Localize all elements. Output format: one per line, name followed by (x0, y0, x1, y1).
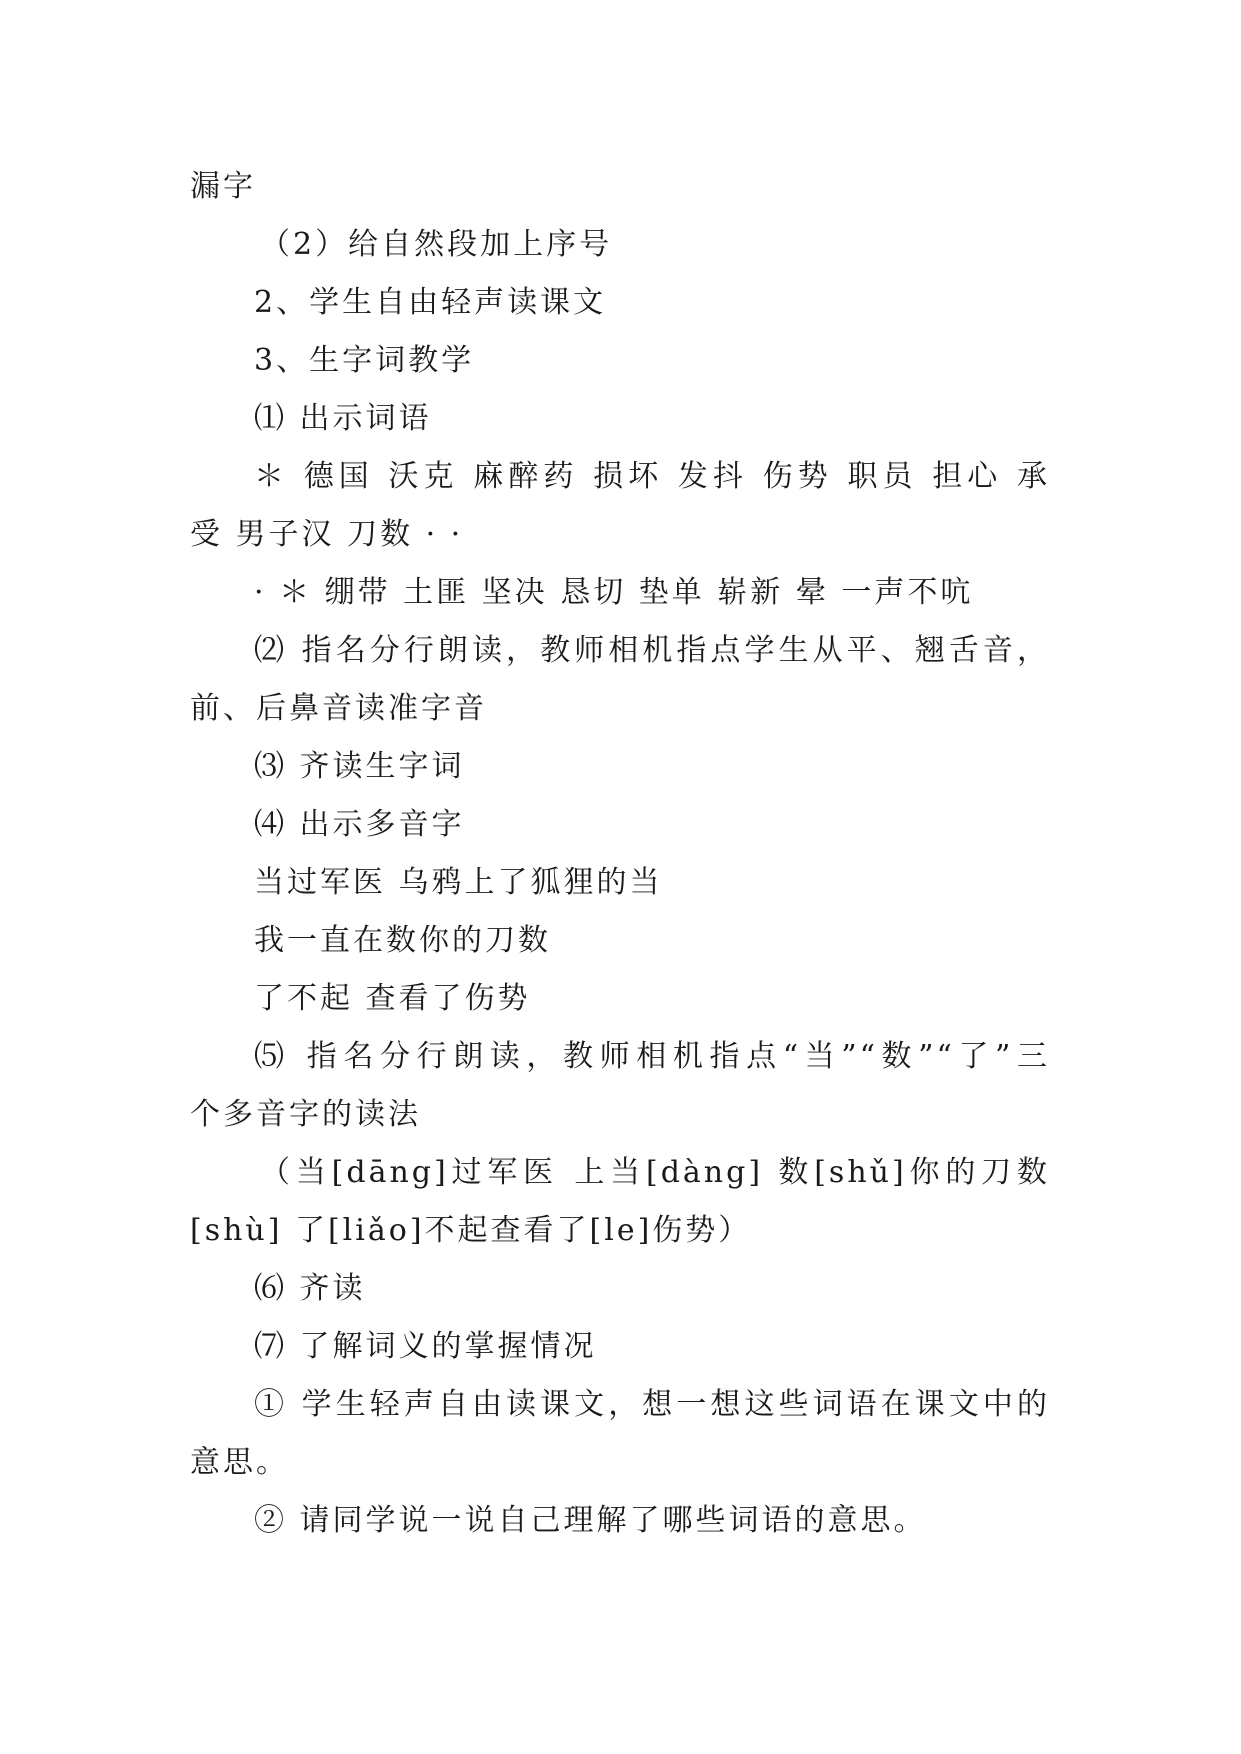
text-line: 我一直在数你的刀数 (254, 923, 551, 958)
text-line: ＊ 德国 沃克 麻醉药 损坏 发抖 伤势 职员 担心 承 (254, 459, 1050, 494)
text-line: ⑸ 指名分行朗读，教师相机指点“当”“数”“了”三 (254, 1039, 1050, 1074)
document-body (190, 158, 1050, 1550)
text-line: 漏字 (190, 169, 256, 204)
text-line: ⑷ 出示多音字 (254, 807, 465, 842)
text-line: ⑺ 了解词义的掌握情况 (254, 1329, 597, 1364)
text-line: 2、学生自由轻声读课文 (254, 285, 607, 320)
text-line: 意思。 (190, 1445, 289, 1480)
text-line: （当[dāng]过军医 上当[dàng] 数[shǔ]你的刀数 (260, 1155, 1050, 1190)
text-line: ⑶ 齐读生字词 (254, 749, 465, 784)
text-line: 了不起 查看了伤势 (254, 981, 531, 1016)
text-line: · ＊ 绷带 土匪 坚决 恳切 垫单 崭新 晕 一声不吭 (254, 575, 974, 610)
text-line: 前、后鼻音读准字音 (190, 691, 487, 726)
text-line: ⑴ 出示词语 (254, 401, 432, 436)
text-line: ⑹ 齐读 (254, 1271, 366, 1306)
text-line: 个多音字的读法 (190, 1097, 421, 1132)
text-line: （2）给自然段加上序号 (260, 227, 613, 262)
text-line: ⑵ 指名分行朗读，教师相机指点学生从平、翘舌音， (254, 633, 1050, 668)
text-line: 受 男子汉 刀数 · · (190, 517, 464, 552)
text-line: 3、生字词教学 (254, 343, 475, 378)
text-line: 当过军医 乌鸦上了狐狸的当 (254, 865, 663, 900)
text-line: ① 学生轻声自由读课文，想一想这些词语在课文中的 (254, 1387, 1050, 1422)
text-line: [shù] 了[liǎo]不起查看了[le]伤势） (190, 1213, 752, 1248)
text-line: ② 请同学说一说自己理解了哪些词语的意思。 (254, 1503, 927, 1538)
